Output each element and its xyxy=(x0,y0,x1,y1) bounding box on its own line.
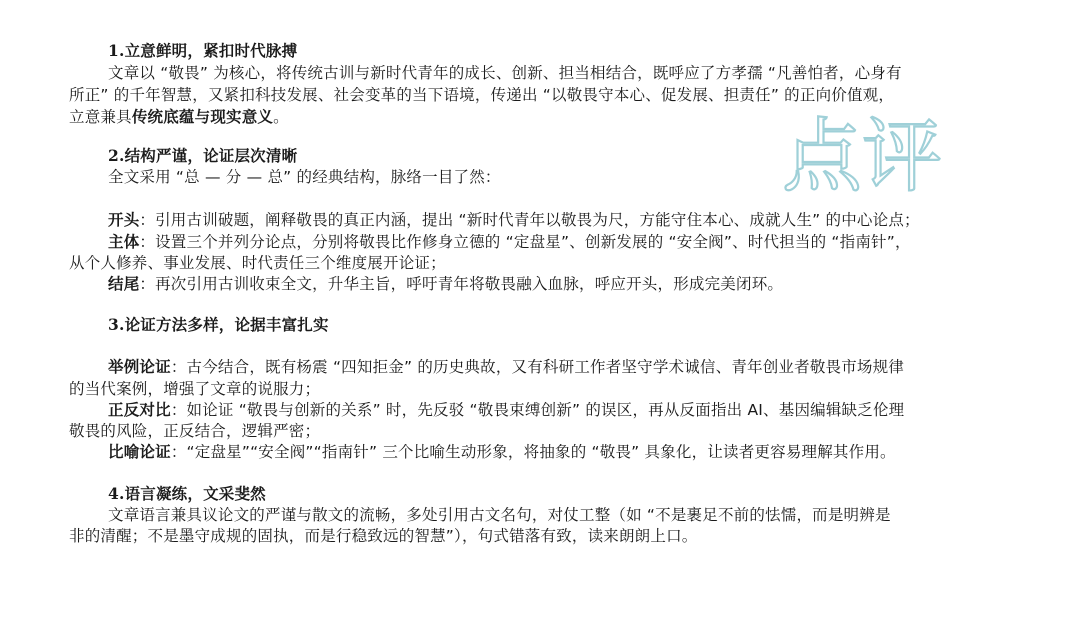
example-text: ：古今结合，既有杨震 “四知拒金” 的历史典故，又有科研工作者坚守学术诚信、青年创业者敬畏市场规律 xyxy=(170,358,905,376)
contrast-text: ：如论证 “敬畏与创新的关系” 时，先反驳 “敬畏束缚创新” 的误区，再从反面指出 AI、基因编辑缺乏伦理 xyxy=(170,401,905,419)
section-2-body-cont: 从个人修养、事业发展、时代责任三个维度展开论证； xyxy=(69,254,446,272)
body-text: ：设置三个并列分论点，分别将敬畏比作修身立德的 “定盘星”、创新发展的 “安全阀”、时代担当的 “指南针”， xyxy=(139,233,911,251)
section-1-line-3-end: 。 xyxy=(273,108,289,126)
ending-label: 结尾 xyxy=(108,275,140,293)
section-1-heading: 1.立意鲜明，紧扣时代脉搏 xyxy=(108,41,298,60)
section-1-emphasis: 传统底蕴与现实意义 xyxy=(131,108,274,126)
section-1-line-2: 所正” 的千年智慧，又紧扣科技发展、社会变革的当下语境，传递出 “以敬畏守本心、促发展、担责任” 的正向价值观， xyxy=(69,86,895,104)
metaphor-text: ：“定盘星”“安全阀”“指南针” 三个比喻生动形象，将抽象的 “敬畏” 具象化，让读者更容易理解其作用。 xyxy=(170,443,896,461)
section-3-heading: 3.论证方法多样，论据丰富扎实 xyxy=(108,315,329,334)
opening-label: 开头 xyxy=(108,211,140,229)
section-3-example xyxy=(108,357,904,377)
section-4-line-1: 文章语言兼具议论文的严谨与散文的流畅，多处引用古文名句，对仗工整（如 “不是裹足不前的怯懦，而是明辨是 xyxy=(108,506,891,524)
example-label: 举例论证 xyxy=(108,358,171,376)
section-1-line-3 xyxy=(69,107,289,127)
section-2-intro: 全文采用 “总 — 分 — 总” 的经典结构，脉络一目了然： xyxy=(108,168,501,186)
section-4-heading: 4.语言凝练，文采斐然 xyxy=(108,484,266,503)
section-1-line-3-text: 立意兼具 xyxy=(69,108,132,126)
section-3-example-cont: 的当代案例，增强了文章的说服力； xyxy=(69,380,321,398)
section-4-line-2: 非的清醒；不是墨守成规的固执，而是行稳致远的智慧”），句式错落有致，读来朗朗上口。 xyxy=(69,527,698,545)
opening-text: ：引用古训破题，阐释敬畏的真正内涵，提出 “新时代青年以敬畏为尺，方能守住本心、成就人生” 的中心论点； xyxy=(139,211,920,229)
section-3-metaphor xyxy=(108,442,896,462)
contrast-label: 正反对比 xyxy=(108,401,171,419)
section-2-opening xyxy=(108,210,920,230)
metaphor-label: 比喻论证 xyxy=(108,443,171,461)
body-label: 主体 xyxy=(108,233,140,251)
review-stamp xyxy=(782,112,942,194)
section-3-contrast-cont: 敬畏的风险，正反结合，逻辑严密； xyxy=(69,422,321,440)
ending-text: ：再次引用古训收束全文，升华主旨，呼吁青年将敬畏融入血脉，呼应开头，形成完美闭环。 xyxy=(139,275,784,293)
section-2-heading: 2.结构严谨，论证层次清晰 xyxy=(108,146,298,165)
section-1-line-1: 文章以 “敬畏” 为核心，将传统古训与新时代青年的成长、创新、担当相结合，既呼应了方孝孺 “凡善怕者，心身有 xyxy=(108,64,902,82)
section-2-body xyxy=(108,232,911,252)
section-2-ending xyxy=(108,274,783,294)
section-3-contrast xyxy=(108,400,904,420)
svg-text:点评: 点评 xyxy=(782,112,942,194)
